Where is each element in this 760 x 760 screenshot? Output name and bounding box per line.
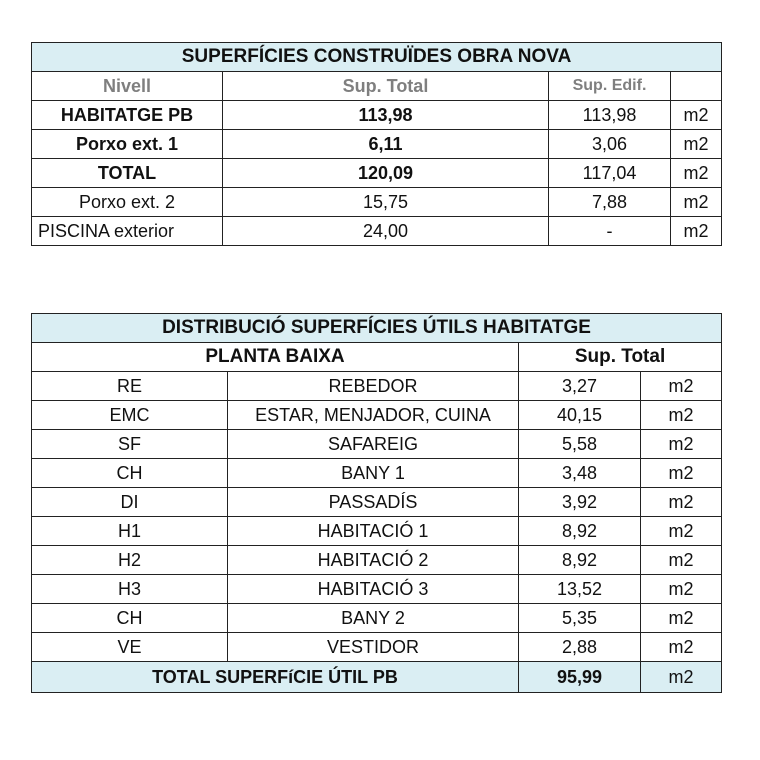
table-row	[32, 401, 722, 430]
row-value: 40,15	[519, 401, 641, 430]
row-unit: m2	[671, 217, 722, 246]
row-name: BANY 1	[228, 459, 519, 488]
table-row	[32, 159, 722, 188]
header-sup-total: Sup. Total	[223, 72, 549, 101]
table-row	[32, 430, 722, 459]
useful-surfaces-body	[32, 372, 722, 662]
row-name: PASSADÍS	[228, 488, 519, 517]
row-sup-total: 15,75	[223, 188, 549, 217]
row-sup-edif: -	[549, 217, 671, 246]
table-row	[32, 188, 722, 217]
row-value: 13,52	[519, 575, 641, 604]
row-unit: m2	[641, 604, 722, 633]
table-row	[32, 517, 722, 546]
table-row	[32, 459, 722, 488]
row-value: 3,48	[519, 459, 641, 488]
row-unit: m2	[641, 372, 722, 401]
row-value: 8,92	[519, 546, 641, 575]
table-row	[32, 575, 722, 604]
row-name: SAFAREIG	[228, 430, 519, 459]
row-nivell: TOTAL	[32, 159, 223, 188]
row-code: VE	[32, 633, 228, 662]
header-nivell: Nivell	[32, 72, 223, 101]
row-sup-edif: 117,04	[549, 159, 671, 188]
row-value: 5,58	[519, 430, 641, 459]
row-unit: m2	[641, 401, 722, 430]
built-surfaces-title: SUPERFÍCIES CONSTRUÏDES OBRA NOVA	[32, 43, 722, 72]
row-value: 5,35	[519, 604, 641, 633]
row-name: HABITACIÓ 2	[228, 546, 519, 575]
row-sup-total: 120,09	[223, 159, 549, 188]
row-unit: m2	[641, 459, 722, 488]
header-unit	[671, 72, 722, 101]
row-unit: m2	[641, 575, 722, 604]
row-code: H3	[32, 575, 228, 604]
table-row	[32, 604, 722, 633]
row-sup-edif: 3,06	[549, 130, 671, 159]
row-code: H1	[32, 517, 228, 546]
row-name: HABITACIÓ 3	[228, 575, 519, 604]
row-unit: m2	[671, 188, 722, 217]
table-row	[32, 130, 722, 159]
row-code: RE	[32, 372, 228, 401]
built-surfaces-header-row	[32, 72, 722, 101]
row-unit: m2	[641, 517, 722, 546]
table-row	[32, 217, 722, 246]
row-code: CH	[32, 604, 228, 633]
row-value: 3,27	[519, 372, 641, 401]
row-sup-total: 113,98	[223, 101, 549, 130]
row-unit: m2	[641, 546, 722, 575]
row-code: DI	[32, 488, 228, 517]
row-sup-edif: 113,98	[549, 101, 671, 130]
row-sup-total: 6,11	[223, 130, 549, 159]
row-name: ESTAR, MENJADOR, CUINA	[228, 401, 519, 430]
total-row	[32, 662, 722, 693]
row-name: HABITACIÓ 1	[228, 517, 519, 546]
useful-surfaces-title: DISTRIBUCIÓ SUPERFÍCIES ÚTILS HABITATGE	[32, 314, 722, 343]
total-value: 95,99	[519, 662, 641, 693]
row-name: REBEDOR	[228, 372, 519, 401]
row-code: SF	[32, 430, 228, 459]
header-sup-total: Sup. Total	[519, 343, 722, 372]
row-name: BANY 2	[228, 604, 519, 633]
total-unit: m2	[641, 662, 722, 693]
header-sup-edif: Sup. Edif.	[549, 72, 671, 101]
row-code: EMC	[32, 401, 228, 430]
row-value: 2,88	[519, 633, 641, 662]
header-planta: PLANTA BAIXA	[32, 343, 519, 372]
row-unit: m2	[641, 430, 722, 459]
row-sup-edif: 7,88	[549, 188, 671, 217]
row-unit: m2	[641, 633, 722, 662]
total-label: TOTAL SUPERFíCIE ÚTIL PB	[32, 662, 519, 693]
row-code: H2	[32, 546, 228, 575]
row-value: 8,92	[519, 517, 641, 546]
row-nivell: Porxo ext. 1	[32, 130, 223, 159]
row-nivell: PISCINA exterior	[32, 217, 223, 246]
row-name: VESTIDOR	[228, 633, 519, 662]
useful-surfaces-table	[31, 313, 722, 693]
row-unit: m2	[671, 130, 722, 159]
useful-surfaces-header-row	[32, 343, 722, 372]
row-value: 3,92	[519, 488, 641, 517]
table-row	[32, 372, 722, 401]
table-row	[32, 546, 722, 575]
row-unit: m2	[671, 101, 722, 130]
table-row	[32, 488, 722, 517]
row-code: CH	[32, 459, 228, 488]
table-row	[32, 101, 722, 130]
row-nivell: Porxo ext. 2	[32, 188, 223, 217]
row-unit: m2	[641, 488, 722, 517]
row-nivell: HABITATGE PB	[32, 101, 223, 130]
built-surfaces-table	[31, 42, 722, 246]
row-sup-total: 24,00	[223, 217, 549, 246]
table-row	[32, 633, 722, 662]
row-unit: m2	[671, 159, 722, 188]
